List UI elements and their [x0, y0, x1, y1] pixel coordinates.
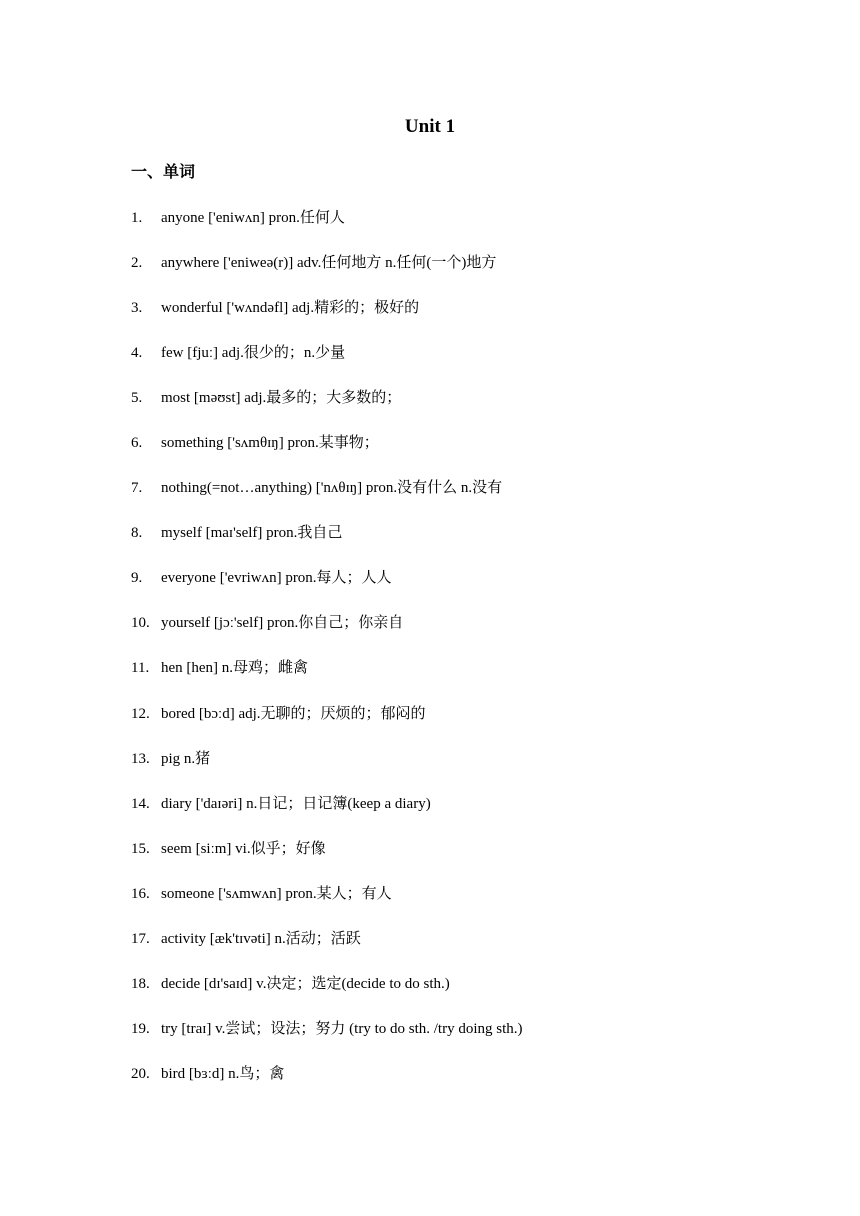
vocabulary-entry: try [traɪ] v.尝试；设法；努力 (try to do sth. /try doing sth.) — [161, 1020, 523, 1037]
vocabulary-item — [131, 747, 751, 792]
item-number: 8. — [131, 525, 143, 542]
vocabulary-item — [131, 251, 751, 296]
page-title: Unit 1 — [404, 116, 456, 137]
vocabulary-item — [131, 431, 751, 476]
vocabulary-entry: pig n.猪 — [161, 750, 211, 767]
vocabulary-entry: wonderful ['wʌndəfl] adj.精彩的；极好的 — [161, 300, 420, 317]
vocabulary-list — [131, 206, 751, 1107]
vocabulary-entry: someone ['sʌmwʌn] pron.某人；有人 — [161, 885, 392, 902]
item-number: 15. — [131, 840, 150, 857]
item-number: 14. — [131, 795, 150, 812]
vocabulary-item — [131, 1017, 751, 1062]
vocabulary-entry: diary ['daɪəri] n.日记；日记簿(keep a diary) — [161, 795, 431, 812]
item-number: 1. — [131, 210, 143, 226]
vocabulary-item — [131, 341, 751, 386]
vocabulary-item — [131, 566, 751, 611]
vocabulary-entry: something ['sʌmθɪŋ] pron.某事物； — [161, 435, 379, 452]
vocabulary-item — [131, 837, 751, 882]
vocabulary-entry: few [fjuː] adj.很少的；n.少量 — [161, 345, 346, 362]
vocabulary-item — [131, 386, 751, 431]
item-number: 17. — [131, 930, 150, 947]
vocabulary-entry: seem [siːm] vi.似乎；好像 — [161, 840, 326, 857]
item-number: 3. — [131, 300, 143, 317]
item-number: 20. — [131, 1065, 150, 1082]
vocabulary-entry: bird [bɜːd] n.鸟；禽 — [161, 1065, 285, 1082]
vocabulary-item — [131, 792, 751, 837]
vocabulary-entry: myself [maɪ'self] pron.我自己 — [161, 525, 343, 542]
item-number: 18. — [131, 975, 150, 992]
item-number: 16. — [131, 885, 150, 902]
item-number: 7. — [131, 480, 143, 497]
vocabulary-entry: anywhere ['eniweə(r)] adv.任何地方 n.任何(一个)地方 — [161, 255, 497, 272]
vocabulary-entry: most [məʊst] adj.最多的；大多数的； — [161, 390, 402, 407]
item-number: 9. — [131, 570, 143, 587]
item-number: 12. — [131, 705, 150, 722]
item-number: 6. — [131, 435, 143, 452]
vocabulary-item — [131, 611, 751, 656]
section-heading: 一、单词 — [131, 162, 196, 181]
vocabulary-item — [131, 476, 751, 521]
vocabulary-entry: decide [dɪ'saɪd] v.决定；选定(decide to do sth.) — [161, 975, 450, 992]
vocabulary-item — [131, 1062, 751, 1107]
item-number: 5. — [131, 390, 143, 407]
vocabulary-entry: nothing(=not…anything) ['nʌθɪŋ] pron.没有什么 n.没有 — [161, 480, 503, 497]
vocabulary-entry: hen [hen] n.母鸡；雌禽 — [161, 660, 309, 677]
vocabulary-entry: everyone ['evriwʌn] pron.每人；人人 — [161, 570, 392, 587]
item-number: 11. — [131, 660, 150, 677]
vocabulary-entry: anyone ['eniwʌn] pron.任何人 — [161, 210, 345, 226]
item-number: 2. — [131, 255, 143, 272]
vocabulary-item — [131, 882, 751, 927]
item-number: 10. — [131, 615, 150, 632]
vocabulary-item — [131, 296, 751, 341]
vocabulary-entry: bored [bɔːd] adj.无聊的；厌烦的；郁闷的 — [161, 705, 426, 722]
vocabulary-item — [131, 972, 751, 1017]
vocabulary-item — [131, 702, 751, 747]
item-number: 13. — [131, 750, 150, 767]
vocabulary-item — [131, 927, 751, 972]
item-number: 4. — [131, 345, 143, 362]
item-number: 19. — [131, 1020, 150, 1037]
vocabulary-entry: activity [æk'tɪvəti] n.活动；活跃 — [161, 930, 361, 947]
vocabulary-item — [131, 521, 751, 566]
vocabulary-item — [131, 656, 751, 701]
vocabulary-item — [131, 206, 751, 251]
vocabulary-entry: yourself [jɔː'self] pron.你自己；你亲自 — [161, 615, 404, 632]
